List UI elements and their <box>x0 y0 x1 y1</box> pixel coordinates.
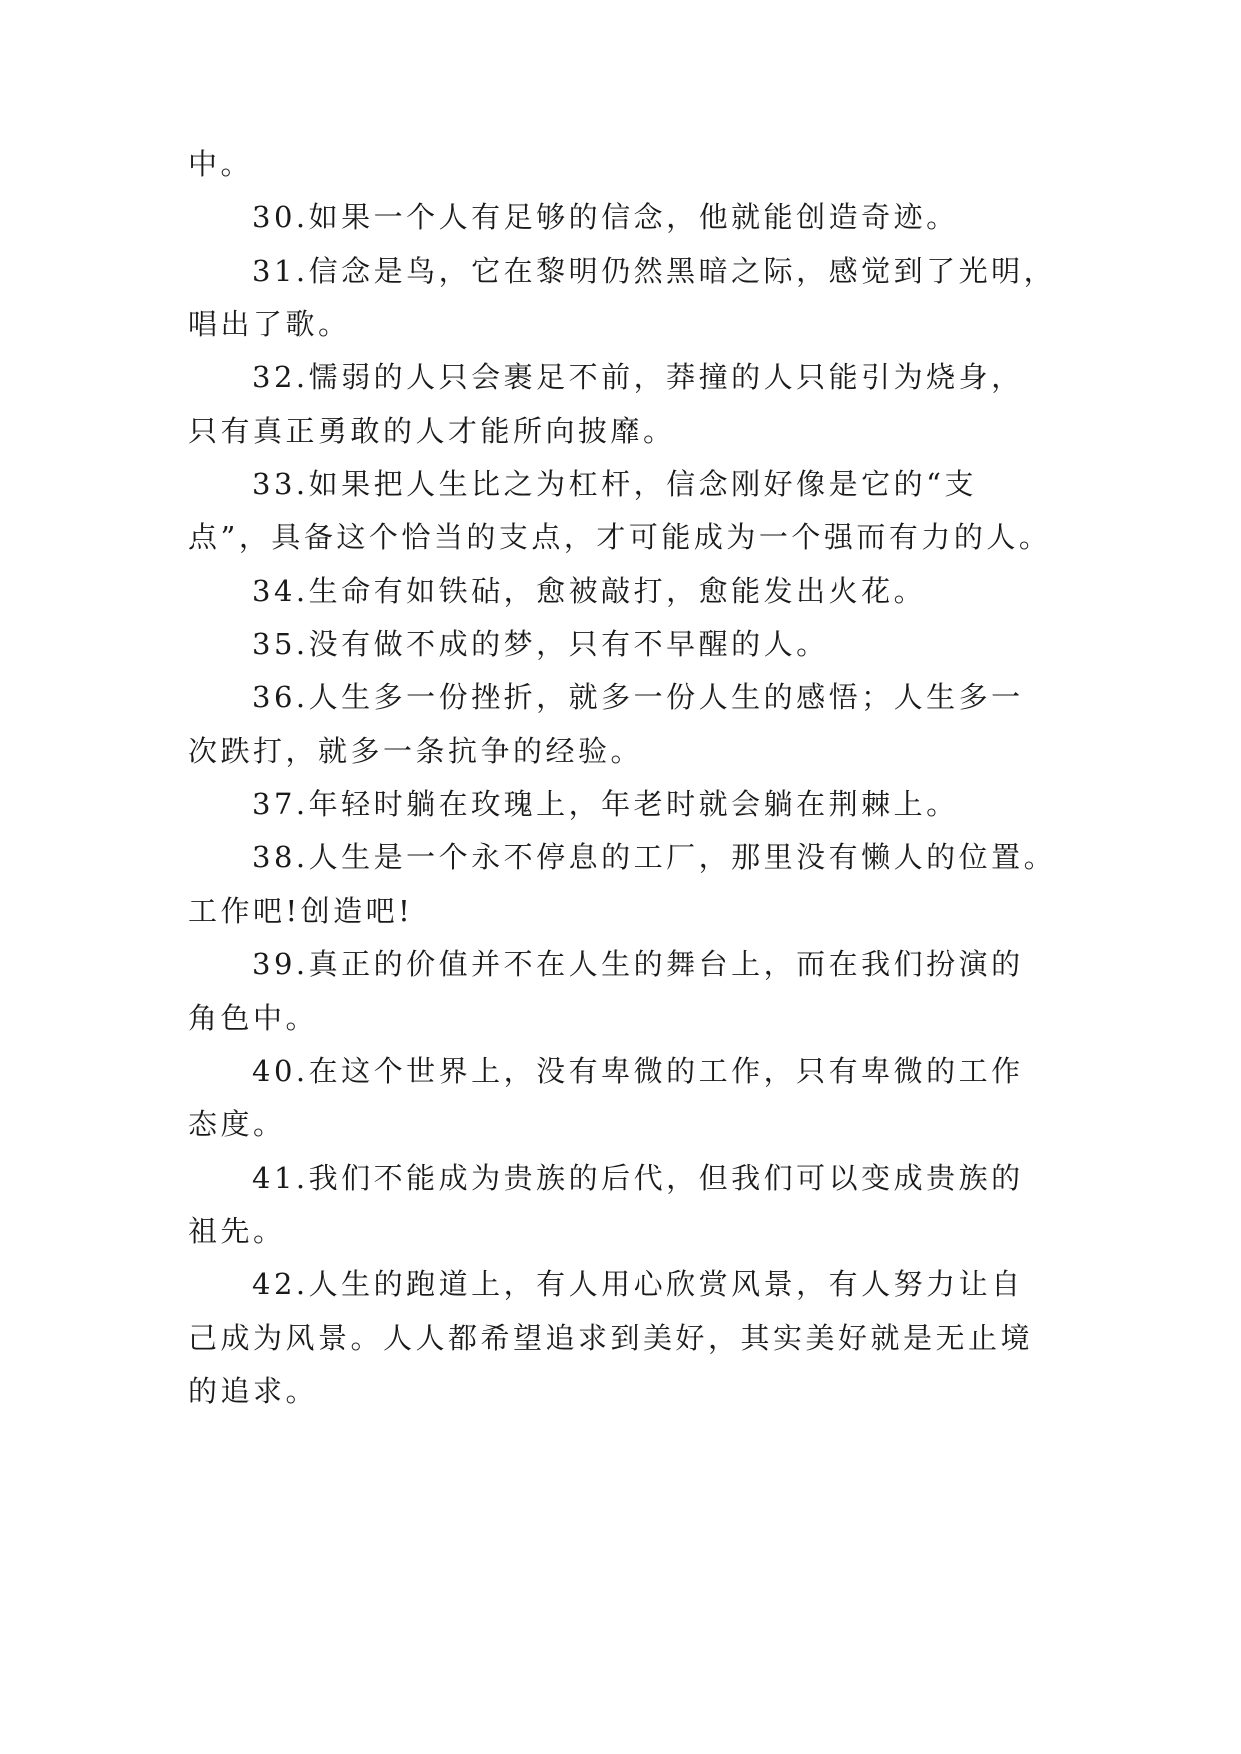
document-body <box>188 138 1088 1418</box>
text-line: 41.我们不能成为贵族的后代，但我们可以变成贵族的 <box>252 1160 1024 1195</box>
paragraph-continuation <box>188 138 1088 191</box>
text-line: 点”，具备这个恰当的支点，才可能成为一个强而有力的人。 <box>188 520 1052 555</box>
paragraph-30 <box>188 191 1088 244</box>
text-line: 唱出了歌。 <box>188 307 351 342</box>
text-line: 40.在这个世界上，没有卑微的工作，只有卑微的工作 <box>252 1053 1024 1088</box>
text-line: 37.年轻时躺在玫瑰上，年老时就会躺在荆棘上。 <box>252 787 959 822</box>
paragraph-31 <box>188 245 1088 352</box>
paragraph-42 <box>188 1258 1088 1418</box>
text-line: 31.信念是鸟，它在黎明仍然黑暗之际，感觉到了光明， <box>252 253 1057 288</box>
paragraph-35 <box>188 618 1088 671</box>
paragraph-41 <box>188 1152 1088 1259</box>
text-line: 38.人生是一个永不停息的工厂，那里没有懒人的位置。 <box>252 840 1057 875</box>
text-line: 祖先。 <box>188 1213 286 1248</box>
paragraph-40 <box>188 1045 1088 1152</box>
text-line: 32.懦弱的人只会裹足不前，莽撞的人只能引为烧身， <box>252 360 1024 395</box>
paragraph-33 <box>188 458 1088 565</box>
text-line: 角色中。 <box>188 1000 319 1035</box>
text-line: 36.人生多一份挫折，就多一份人生的感悟；人生多一 <box>252 680 1024 715</box>
text-line: 中。 <box>188 147 254 181</box>
text-line: 33.如果把人生比之为杠杆，信念刚好像是它的“支 <box>252 467 977 502</box>
text-line: 己成为风景。人人都希望追求到美好，其实美好就是无止境 <box>188 1320 1034 1355</box>
text-line: 34.生命有如铁砧，愈被敲打，愈能发出火花。 <box>252 573 927 608</box>
text-line: 态度。 <box>188 1107 286 1142</box>
paragraph-38 <box>188 831 1088 938</box>
paragraph-32 <box>188 351 1088 458</box>
text-line: 工作吧!创造吧! <box>188 893 414 928</box>
text-line: 次跌打，就多一条抗争的经验。 <box>188 733 644 768</box>
paragraph-39 <box>188 938 1088 1045</box>
text-line: 39.真正的价值并不在人生的舞台上，而在我们扮演的 <box>252 947 1024 982</box>
paragraph-34 <box>188 565 1088 618</box>
paragraph-36 <box>188 671 1088 778</box>
paragraph-37 <box>188 778 1088 831</box>
text-line: 35.没有做不成的梦，只有不早醒的人。 <box>252 627 829 662</box>
text-line: 的追求。 <box>188 1373 319 1408</box>
text-line: 只有真正勇敢的人才能所向披靡。 <box>188 413 676 448</box>
text-line: 42.人生的跑道上，有人用心欣赏风景，有人努力让自 <box>252 1267 1024 1302</box>
text-line: 30.如果一个人有足够的信念，他就能创造奇迹。 <box>252 200 959 235</box>
